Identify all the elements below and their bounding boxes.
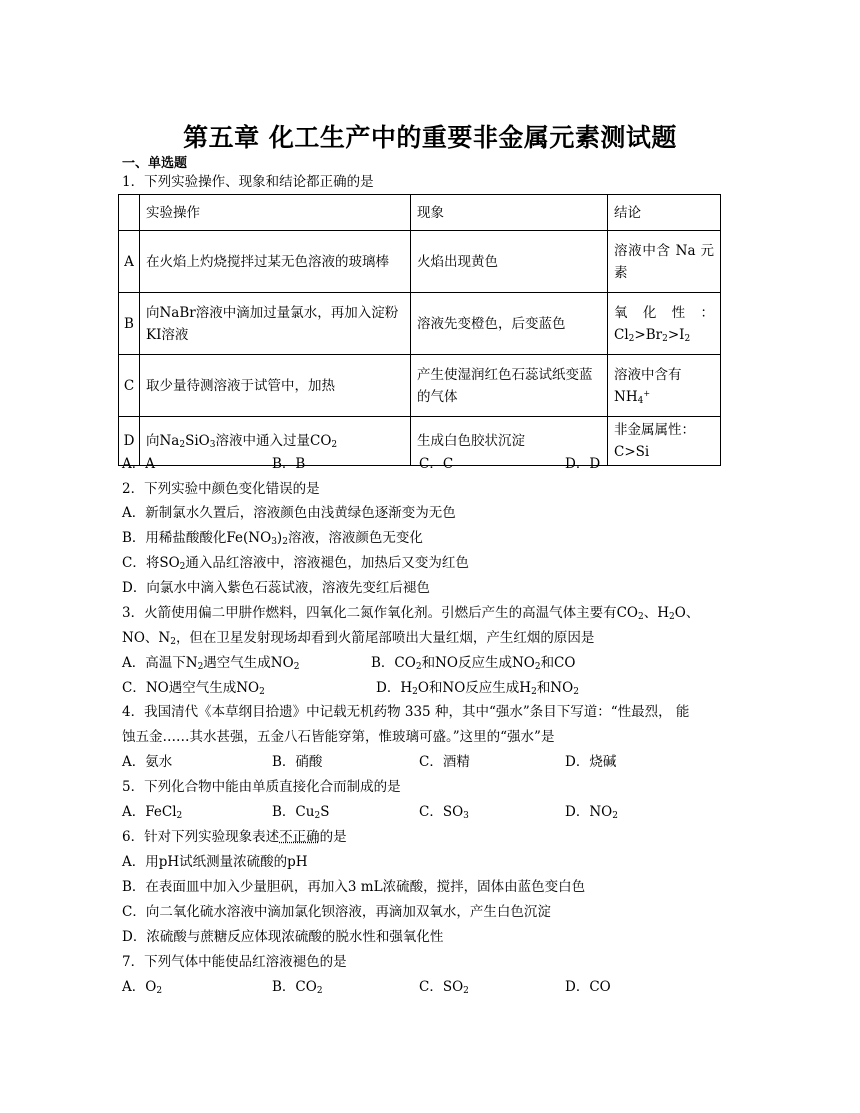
operation-cell: 取少量待测溶液于试管中，加热 — [140, 355, 411, 417]
table-header-cell: 实验操作 — [140, 195, 411, 231]
table-header-cell: 现象 — [411, 195, 608, 231]
operation-cell: 向NaBr溶液中滴加过量氯水，再加入淀粉KI溶液 — [140, 293, 411, 355]
question-3-stem-line-2: NO、$N_2$，但在卫星发射现场却看到火箭尾部喷出大量红烟，产生红烟的原因是 — [122, 630, 595, 647]
option-d: D．CO — [565, 979, 611, 995]
row-label: C — [119, 355, 140, 417]
operation-cell: 在火焰上灼烧搅拌过某无色溶液的玻璃棒 — [140, 231, 411, 293]
question-4-stem-line-1: 4．我国清代《本草纲目拾遗》中记载无机药物 335 种，其中“强水”条目下写道：“性最烈， 能 — [122, 704, 690, 720]
question-6-option-d: D．浓硫酸与蔗糖反应体现浓硫酸的脱水性和强氧化性 — [122, 929, 444, 945]
option-a: A．氨水 — [122, 754, 173, 770]
option-c: C．C — [419, 456, 454, 472]
question-2-option-c: C．将$SO_2$通入品红溶液中，溶液褪色，加热后又变为红色 — [122, 555, 469, 572]
option-c: C．$SO_3$ — [419, 804, 469, 821]
conclusion-cell: 溶液中含 Na 元素 — [608, 231, 721, 293]
option-d: D．烧碱 — [565, 754, 617, 770]
option-d: D．$H_2O$和NO反应生成$H_2$和$NO_2$ — [376, 680, 579, 697]
question-2-option-d: D．向氯水中滴入紫色石蕊试液，溶液先变红后褪色 — [122, 580, 430, 596]
table-row — [119, 355, 721, 417]
question-2-stem: 2．下列实验中颜色变化错误的是 — [122, 481, 320, 497]
row-label: D — [119, 417, 140, 466]
option-a: A．高温下$N_2$遇空气生成$NO_2$ — [122, 655, 300, 672]
question-2-option-a: A．新制氯水久置后，溶液颜色由浅黄绿色逐渐变为无色 — [122, 505, 456, 521]
row-label: A — [119, 231, 140, 293]
page-title: 第五章 化工生产中的重要非金属元素测试题 — [183, 123, 677, 152]
operation-cell: 向$Na_2SiO_3$溶液中通入过量$CO_2$ — [140, 417, 411, 466]
option-b: B．$CO_2$和NO反应生成$NO_2$和CO — [371, 655, 576, 672]
conclusion-cell: 溶液中含有$NH_4^+$ — [608, 355, 721, 417]
option-d: D．D — [565, 456, 601, 472]
question-6-stem: 6．针对下列实验现象表述不正确的是 — [122, 829, 347, 845]
table-row — [119, 293, 721, 355]
question-1-stem: 1．下列实验操作、现象和结论都正确的是 — [122, 174, 374, 190]
table-header-cell: 结论 — [608, 195, 721, 231]
option-a: A．A — [122, 456, 155, 472]
question-2-option-b: B．用稀盐酸酸化$Fe(NO_3)_2$溶液，溶液颜色无变化 — [122, 530, 423, 547]
question-6-option-b: B．在表面皿中加入少量胆矾，再加入3 mL浓硫酸，搅拌，固体由蓝色变白色 — [122, 879, 586, 895]
option-b: B．硝酸 — [272, 754, 323, 770]
option-c: C．$SO_2$ — [419, 979, 469, 996]
option-b: B．$CO_2$ — [272, 979, 323, 996]
phenomenon-cell: 产生使湿润红色石蕊试纸变蓝的气体 — [411, 355, 608, 417]
option-c: C．酒精 — [419, 754, 470, 770]
section-heading: 一、单选题 — [122, 156, 188, 171]
table-row — [119, 231, 721, 293]
option-d: D．$NO_2$ — [565, 804, 618, 821]
conclusion-cell: 氧 化 性 ： $Cl_2>Br_2>I_2$ — [608, 293, 721, 355]
question-4-stem-line-2: 蚀五金……其水甚强，五金八石皆能穿第，惟玻璃可盛。”这里的“强水”是 — [122, 729, 555, 745]
option-a: A．FeCl$_2$ — [122, 804, 183, 821]
question-5-stem: 5．下列化合物中能由单质直接化合而制成的是 — [122, 779, 401, 795]
phenomenon-cell: 溶液先变橙色，后变蓝色 — [411, 293, 608, 355]
table-header-row — [119, 195, 721, 231]
conclusion-cell: 非金属属性：C>Si — [608, 417, 721, 466]
question-1-table — [118, 194, 721, 466]
question-7-stem: 7．下列气体中能使品红溶液褪色的是 — [122, 954, 347, 970]
question-6-option-c: C．向二氧化硫水溶液中滴加氯化钡溶液，再滴加双氧水，产生白色沉淀 — [122, 904, 551, 920]
question-3-stem-line-1: 3．火箭使用偏二甲肼作燃料，四氧化二氮作氧化剂。引燃后产生的高温气体主要有$CO_2$、$H_2O$、 — [122, 605, 700, 622]
phenomenon-cell: 生成白色胶状沉淀 — [411, 417, 608, 466]
table-header-cell — [119, 195, 140, 231]
question-6-option-a: A．用pH试纸测量浓硫酸的pH — [122, 854, 308, 870]
option-b: B．B — [272, 456, 306, 472]
option-c: C．NO遇空气生成$NO_2$ — [122, 680, 265, 697]
phenomenon-cell: 火焰出现黄色 — [411, 231, 608, 293]
option-b: B．$Cu_2S$ — [272, 804, 330, 821]
row-label: B — [119, 293, 140, 355]
option-a: A．$O_2$ — [122, 979, 163, 996]
